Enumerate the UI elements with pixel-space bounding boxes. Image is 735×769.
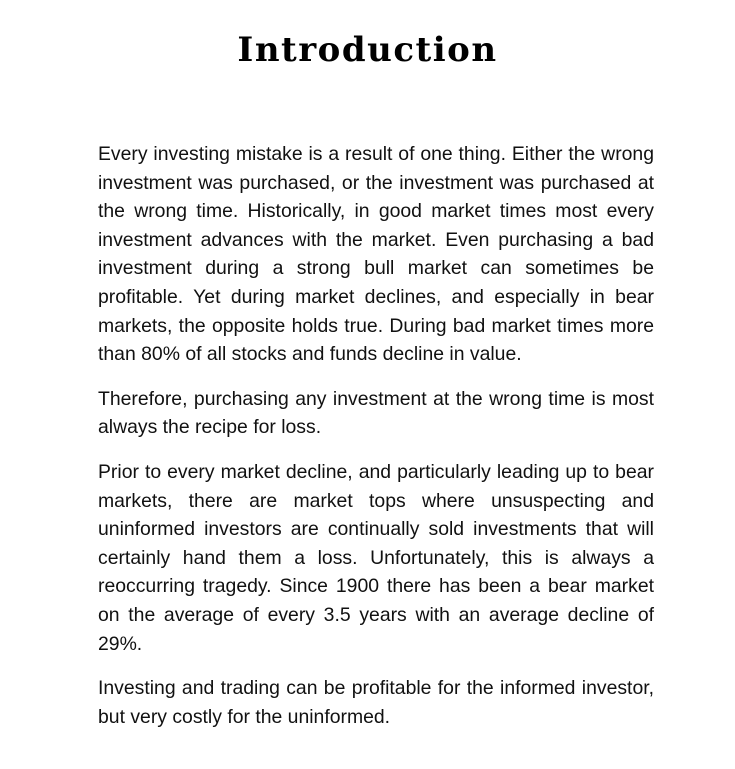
body-text xyxy=(98,140,654,747)
paragraph-2: Therefore, purchasing any investment at the wrong time is most always the recipe for loss. xyxy=(98,387,654,439)
paragraph-3: Prior to every market decline, and particularly leading up to bear markets, there are market tops where unsuspecting and uninformed investors are continually sold investments that will certainly hand them a loss. Unfortunately, this is always a reoccurring tragedy. Since 1900 there has been a bear market on the average of every 3.5 years with an average decline of 29%. xyxy=(98,460,654,655)
page-title: Introduction xyxy=(237,30,498,70)
paragraph-1: Every investing mistake is a result of one thing. Either the wrong investment was purchased, or the investment was purchased at the wrong time. Historically, in good market times most every investment advances with the market. Even purchasing a bad investment during a strong bull market can sometimes be profitable. Yet during market declines, and especially in bear markets, the opposite holds true. During bad market times more than 80% of all stocks and funds decline in value. xyxy=(98,143,654,366)
paragraph-4: Investing and trading can be profitable for the informed investor, but very costly for the uninformed. xyxy=(98,677,654,728)
